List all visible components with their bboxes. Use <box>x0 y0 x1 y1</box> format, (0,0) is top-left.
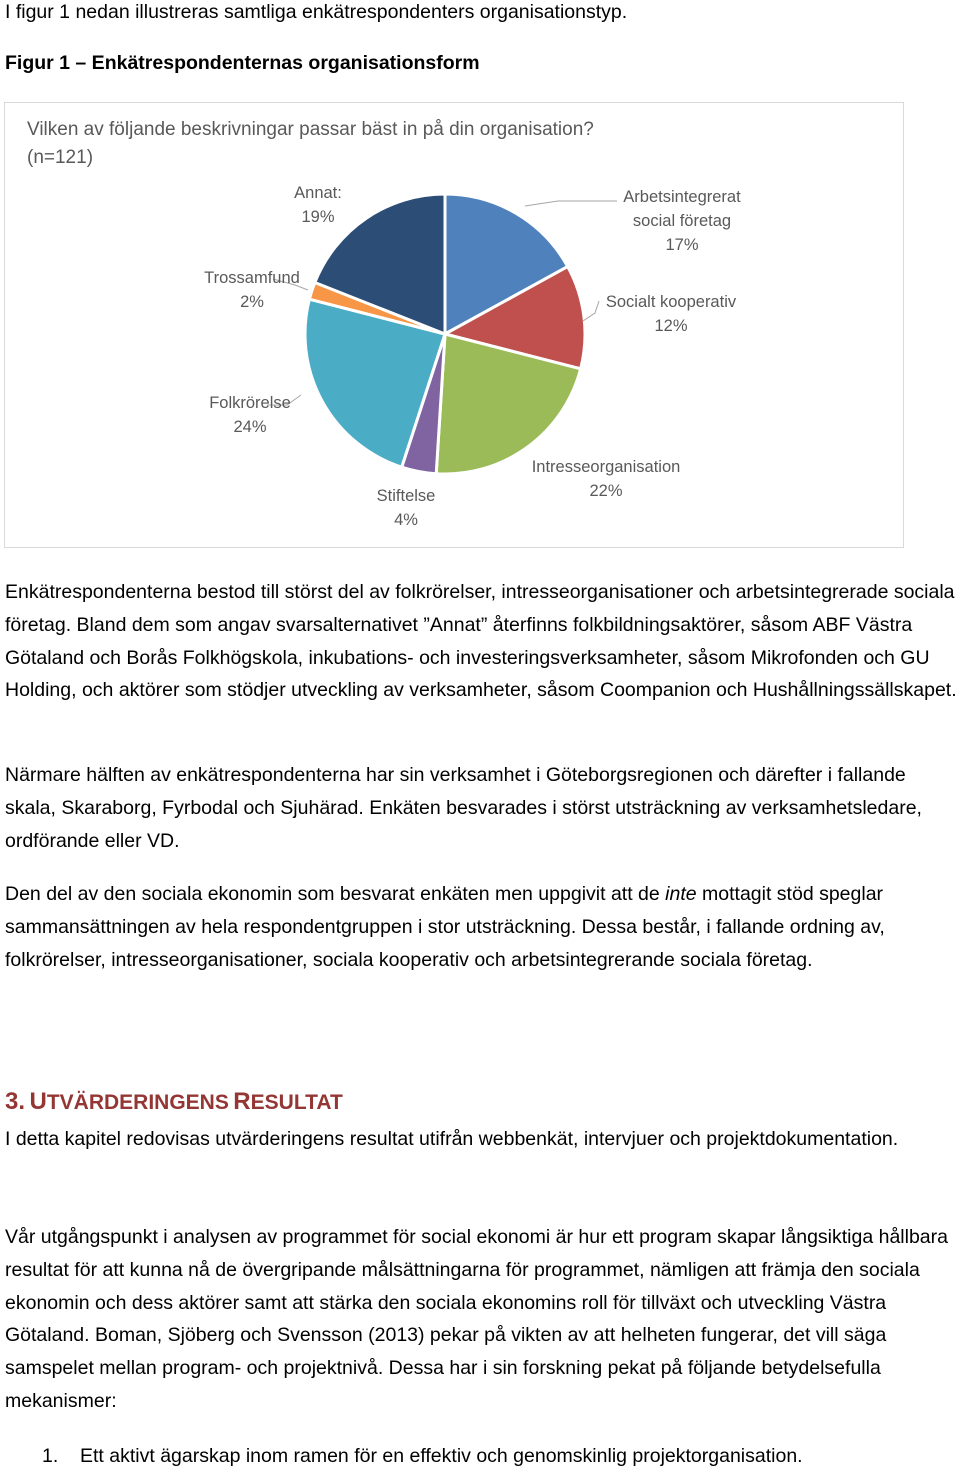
label-arbetsintegrerat: Arbetsintegrerat social företag 17% <box>623 188 741 254</box>
leader-line-arbetsintegrerat <box>525 201 617 206</box>
label-intresseorganisation: Intresseorganisation 22% <box>531 458 681 500</box>
label-annat: Annat: 19% <box>294 184 342 226</box>
figure-caption: Figur 1 – Enkätrespondenternas organisationsform <box>5 52 480 74</box>
intro-line: I figur 1 nedan illustreras samtliga enkätrespondenters organisationstyp. <box>5 1 628 23</box>
paragraph-4: I detta kapitel redovisas utvärderingens resultat utifrån webbenkät, intervjuer och projektdokumentation. <box>5 1128 899 1150</box>
pie-chart <box>4 102 904 548</box>
pie-svg <box>5 103 905 549</box>
section-heading: 3. UTVÄRDERINGENS RESULTAT <box>5 1088 343 1115</box>
paragraph-1: Enkätrespondenterna bestod till störst del av folkrörelser, intresseorganisationer och arbetsintegrerade sociala företag. Bland dem som angav svarsalternativet ”Annat” återfinns folkbildningsaktörer, såsom ABF Västra Götaland och Borås Folkhögskola, inkubations- och investeringsverksamheter, såsom Mikrofonden och GU Holding, och aktörer som stödjer utveckling av verksamheter, såsom Coompanion och Hushållningssällskapet. <box>5 581 957 702</box>
label-stiftelse: Stiftelse 4% <box>376 487 436 529</box>
label-folkrorelse: Folkrörelse 24% <box>209 394 291 436</box>
paragraph-2: Närmare hälften av enkätrespondenterna har sin verksamhet i Göteborgsregionen och därefter i fallande skala, Skaraborg, Fyrbodal och Sjuhärad. Enkäten besvarades i störst utsträckning av verksamhetsledare, ordförande eller VD. <box>5 764 922 852</box>
list-item: 1. Ett aktivt ägarskap inom ramen för en effektiv och genomskinlig projektorganisation. <box>42 1445 803 1467</box>
paragraph-5: Vår utgångspunkt i analysen av programmet för social ekonomi är hur ett program skapar långsiktiga hållbara resultat för att kunna nå de övergripande målsättningarna för programmet, nämligen att främja den sociala ekonomin och dess aktörer samt att stärka den sociala ekonomins roll för tillväxt och utveckling Västra Götaland. Boman, Sjöberg och Svensson (2013) pekar på vikten av att helheten fungerar, det vill säga samspelet mellan program- och projektnivå. Dessa har i sin forskning pekat på följande betydelsefulla mekanismer: <box>5 1226 948 1412</box>
label-socialt-kooperativ: Socialt kooperativ 12% <box>605 293 737 335</box>
paragraph-3: Den del av den sociala ekonomin som besvarat enkäten men uppgivit att de inte mottagit stöd speglar sammansättningen av hela respondentgruppen i stor utsträckning. Dessa består, i fallande ordning av, folkrörelser, intresseorganisationer, sociala kooperativ och arbetsintegrerande sociala företag. <box>5 883 885 971</box>
chart-title-line1: Vilken av följande beskrivningar passar bäst in på din organisation? <box>27 119 594 140</box>
chart-title-line2: (n=121) <box>27 147 94 168</box>
label-trossamfund: Trossamfund 2% <box>204 269 300 311</box>
